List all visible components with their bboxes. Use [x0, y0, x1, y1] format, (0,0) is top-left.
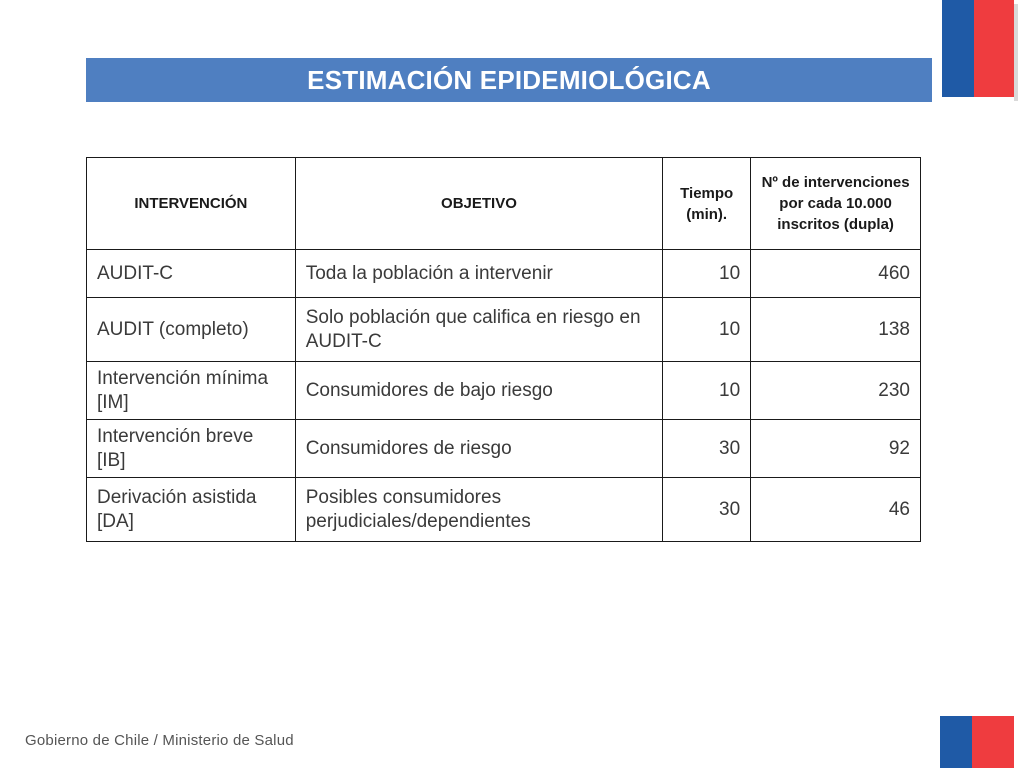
cell-objetivo: Consumidores de bajo riesgo [295, 362, 663, 420]
cell-intervencion: AUDIT (completo) [87, 298, 296, 362]
cell-intervencion: AUDIT-C [87, 250, 296, 298]
cell-num-intervenciones: 46 [751, 478, 921, 542]
title-bar [86, 58, 932, 102]
cell-num-intervenciones: 460 [751, 250, 921, 298]
table-header-row [87, 158, 921, 250]
estimation-table [86, 157, 921, 542]
header-num-intervenciones: Nº de intervenciones por cada 10.000 inscritos (dupla) [751, 158, 921, 250]
cell-intervencion: Derivación asistida [DA] [87, 478, 296, 542]
cell-tiempo: 10 [663, 298, 751, 362]
cell-intervencion: Intervención mínima [IM] [87, 362, 296, 420]
cell-tiempo: 30 [663, 420, 751, 478]
header-tiempo: Tiempo (min). [663, 158, 751, 250]
flag-red-stripe [974, 0, 1014, 97]
flag-blue-stripe [940, 716, 972, 768]
cell-objetivo: Toda la población a intervenir [295, 250, 663, 298]
table-row [87, 362, 921, 420]
cell-tiempo: 10 [663, 250, 751, 298]
cell-tiempo: 30 [663, 478, 751, 542]
table-row [87, 250, 921, 298]
flag-logo-top [942, 0, 1014, 97]
table-row [87, 420, 921, 478]
header-intervencion: INTERVENCIÓN [87, 158, 296, 250]
flag-logo-bottom [940, 716, 1014, 768]
table-row [87, 478, 921, 542]
header-objetivo: OBJETIVO [295, 158, 663, 250]
cell-objetivo: Solo población que califica en riesgo en AUDIT-C [295, 298, 663, 362]
table-row [87, 298, 921, 362]
cell-num-intervenciones: 138 [751, 298, 921, 362]
cell-objetivo: Posibles consumidores perjudiciales/dependientes [295, 478, 663, 542]
cell-objetivo: Consumidores de riesgo [295, 420, 663, 478]
cell-num-intervenciones: 230 [751, 362, 921, 420]
page-title: ESTIMACIÓN EPIDEMIOLÓGICA [307, 64, 711, 95]
flag-red-stripe [972, 716, 1014, 768]
cell-intervencion: Intervención breve [IB] [87, 420, 296, 478]
cell-num-intervenciones: 92 [751, 420, 921, 478]
cell-tiempo: 10 [663, 362, 751, 420]
flag-blue-stripe [942, 0, 974, 97]
footer-text: Gobierno de Chile / Ministerio de Salud [25, 732, 294, 749]
